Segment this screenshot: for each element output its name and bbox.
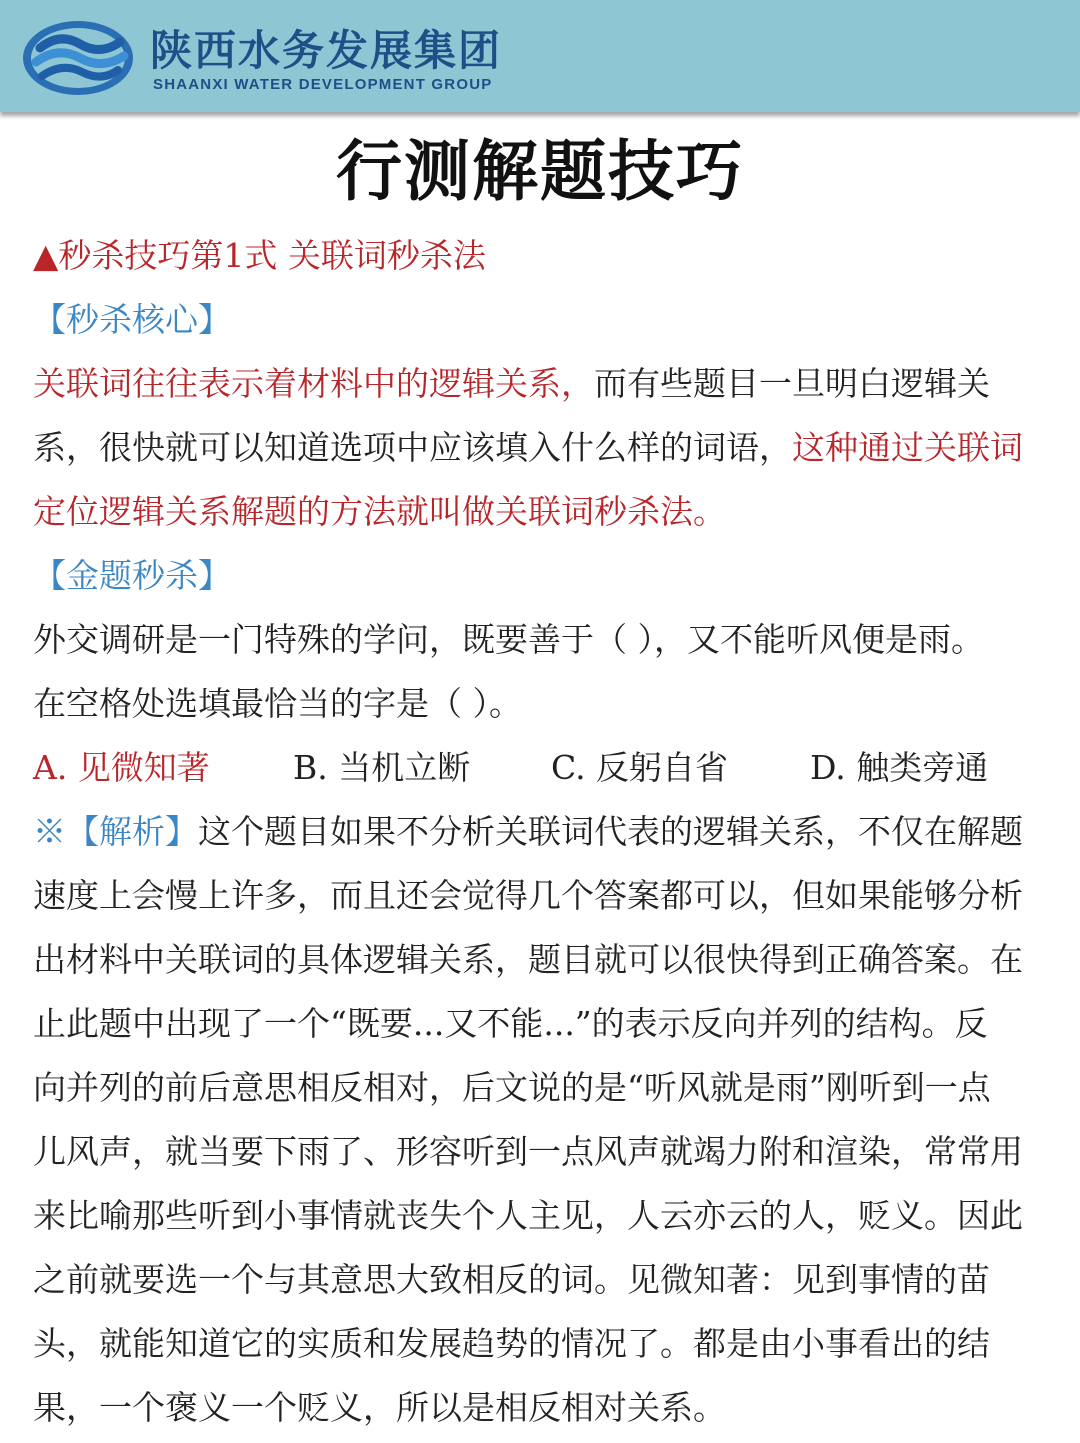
analysis-line-3: 出材料中关联词的具体逻辑关系，题目就可以很快得到正确答案。在 <box>33 940 1023 979</box>
analysis-line-7: 来比喻那些听到小事情就丧失个人主见，人云亦云的人，贬义。因此 <box>33 1196 1023 1235</box>
question-line-2: 在空格处选填最恰当的字是（ ）。 <box>33 684 522 723</box>
analysis-line-8: 之前就要选一个与其意思大致相反的词。见微知著：见到事情的苗 <box>33 1260 990 1299</box>
core-label: 【秒杀核心】 <box>33 300 231 339</box>
page-title: 行测解题技巧 <box>336 133 744 210</box>
analysis-text: 这个题目如果不分析关联词代表的逻辑关系，不仅在解题 <box>198 812 1023 851</box>
analysis-line-6: 儿风声，就当要下雨了、形容听到一点风声就竭力附和渲染，常常用 <box>33 1132 1023 1171</box>
analysis-line-2: 速度上会慢上许多，而且还会觉得几个答案都可以，但如果能够分析 <box>33 876 1023 915</box>
brand-name-english: SHAANXI WATER DEVELOPMENT GROUP <box>153 76 493 93</box>
analysis-line-4: 止此题中出现了一个“既要...又不能...”的表示反向并列的结构。反 <box>33 1004 988 1043</box>
water-waves-logo-icon <box>20 18 136 98</box>
analysis-line-9: 头，就能知道它的实质和发展趋势的情况了。都是由小事看出的结 <box>33 1324 990 1363</box>
option-b: B. 当机立断 <box>293 748 471 787</box>
core-line-2 <box>33 416 1033 480</box>
question-label: 【金题秒杀】 <box>33 556 231 595</box>
section-heading-text: 秒杀技巧第1式 关联词秒杀法 <box>58 236 486 275</box>
core-line-3 <box>33 480 1033 544</box>
header-banner <box>0 0 1080 112</box>
brand-name-chinese: 陕西水务发展集团 <box>150 26 503 75</box>
analysis-line-1 <box>33 800 1033 864</box>
triangle-marker-icon: ▲ <box>33 236 59 275</box>
analysis-line-5: 向并列的前后意思相反相对，后文说的是“听风就是雨”刚听到一点 <box>33 1068 991 1107</box>
article-body <box>33 224 1033 1440</box>
option-c: C. 反躬自省 <box>551 748 729 787</box>
core-text-red: 关联词往往表示着材料中的逻辑关系， <box>33 364 594 403</box>
core-text-red: 这种通过关联词 <box>792 428 1023 467</box>
section-heading <box>33 224 1033 288</box>
question-label-line <box>33 544 1033 608</box>
option-a: A. 见微知著 <box>33 748 210 787</box>
core-text-red: 定位逻辑关系解题的方法就叫做关联词秒杀法。 <box>33 492 726 531</box>
core-text: 系，很快就可以知道选项中应该填入什么样的词语， <box>33 428 792 467</box>
option-d: D. 触类旁通 <box>810 748 989 787</box>
core-text: 而有些题目一旦明白逻辑关 <box>594 364 990 403</box>
core-label-line <box>33 288 1033 352</box>
analysis-label: ※【解析】 <box>33 812 198 851</box>
analysis-line-10: 果，一个褒义一个贬义，所以是相反相对关系。 <box>33 1388 726 1427</box>
answer-options <box>33 736 1033 800</box>
core-line-1 <box>33 352 1033 416</box>
question-line-1: 外交调研是一门特殊的学问，既要善于（ ），又不能听风便是雨。 <box>33 620 984 659</box>
